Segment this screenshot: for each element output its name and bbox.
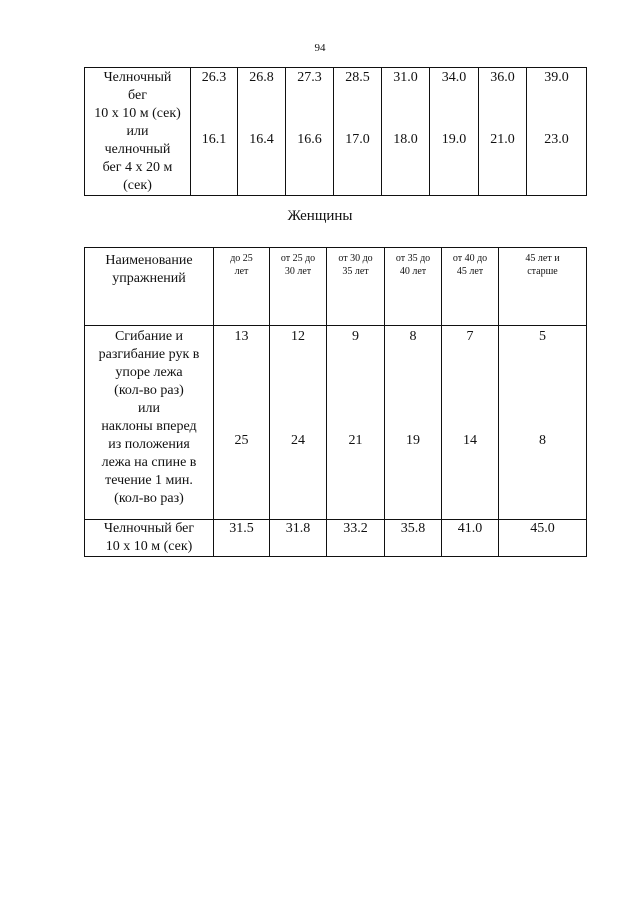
value-cell — [527, 68, 587, 196]
value-alternative: 16.4 — [249, 132, 274, 147]
header-cell — [85, 248, 214, 326]
value-primary: 5 — [539, 329, 546, 344]
value-cell: 41.0 — [442, 520, 499, 557]
value-alternative: 19 — [406, 433, 420, 448]
value-primary: 26.8 — [249, 70, 274, 85]
value-primary: 28.5 — [345, 70, 370, 85]
value-cell — [214, 326, 270, 520]
header-label: до 25 лет — [230, 253, 253, 277]
header-cell — [327, 248, 385, 326]
value-alternative: 25 — [234, 433, 249, 448]
header-label: от 35 до 40 лет — [395, 253, 431, 277]
value-alternative: 21.0 — [490, 132, 515, 147]
women-standards-table — [84, 247, 587, 557]
header-label: от 30 до 35 лет — [338, 253, 373, 277]
exercise-name: Челночный бег 10 x 10 м (сек) — [103, 521, 195, 554]
exercise-name: Сгибание и разгибание рук в упоре лежа (кол-во раз) или наклоны вперед из положения лежа на спине в течение 1 мин. (кол-во раз) — [98, 329, 200, 506]
value-primary: 8 — [409, 329, 417, 344]
value-cell — [270, 326, 327, 520]
header-cell — [499, 248, 587, 326]
value-alternative: 16.1 — [201, 132, 227, 147]
value-cell — [334, 68, 382, 196]
header-cell — [214, 248, 270, 326]
value-cell — [430, 68, 479, 196]
value-alternative: 14 — [463, 433, 477, 448]
value-alternative: 16.6 — [297, 132, 322, 147]
value-primary: 27.3 — [297, 70, 322, 85]
header-label: от 25 до 30 лет — [280, 253, 316, 277]
value-cell — [286, 68, 334, 196]
men-standards-table-continued — [84, 67, 587, 196]
header-label: Наименование упражнений — [105, 253, 193, 286]
value-cell — [479, 68, 527, 196]
value-cell: 31.8 — [270, 520, 327, 557]
value-alternative: 8 — [539, 433, 546, 448]
section-title: Женщины — [287, 208, 353, 224]
value-cell — [238, 68, 286, 196]
table-row — [85, 520, 587, 557]
value-primary: 7 — [466, 329, 474, 344]
value-alternative: 21 — [348, 433, 363, 448]
value-cell — [499, 326, 587, 520]
value-primary: 26.3 — [201, 70, 227, 85]
value-primary: 36.0 — [490, 70, 515, 85]
header-cell — [442, 248, 499, 326]
header-label: от 40 до 45 лет — [452, 253, 488, 277]
value-cell — [191, 68, 238, 196]
value-alternative: 24 — [291, 433, 305, 448]
value-primary: 9 — [352, 329, 359, 344]
value-cell: 35.8 — [385, 520, 442, 557]
exercise-name: Челночный бег 10 x 10 м (сек) или челночный бег 4 x 20 м (сек) — [94, 70, 181, 193]
value-primary: 34.0 — [441, 70, 467, 85]
page-number: 94 — [314, 42, 326, 54]
value-cell — [382, 68, 430, 196]
value-cell — [385, 326, 442, 520]
value-alternative: 17.0 — [345, 132, 370, 147]
header-cell — [270, 248, 327, 326]
value-primary: 39.0 — [544, 70, 569, 85]
value-cell — [442, 326, 499, 520]
exercise-name-cell — [85, 520, 214, 557]
value-cell: 31.5 — [214, 520, 270, 557]
header-cell — [385, 248, 442, 326]
table-header-row — [85, 248, 587, 326]
table-row — [85, 68, 587, 196]
exercise-name-cell — [85, 68, 191, 196]
value-primary: 12 — [291, 329, 305, 344]
value-cell: 33.2 — [327, 520, 385, 557]
value-primary: 31.0 — [393, 70, 418, 85]
value-cell: 45.0 — [499, 520, 587, 557]
value-primary: 13 — [234, 329, 249, 344]
exercise-name-cell — [85, 326, 214, 520]
value-alternative: 19.0 — [441, 132, 467, 147]
value-alternative: 18.0 — [393, 132, 418, 147]
header-label: 45 лет и старше — [525, 253, 560, 277]
table-row — [85, 326, 587, 520]
value-cell — [327, 326, 385, 520]
value-alternative: 23.0 — [544, 132, 569, 147]
